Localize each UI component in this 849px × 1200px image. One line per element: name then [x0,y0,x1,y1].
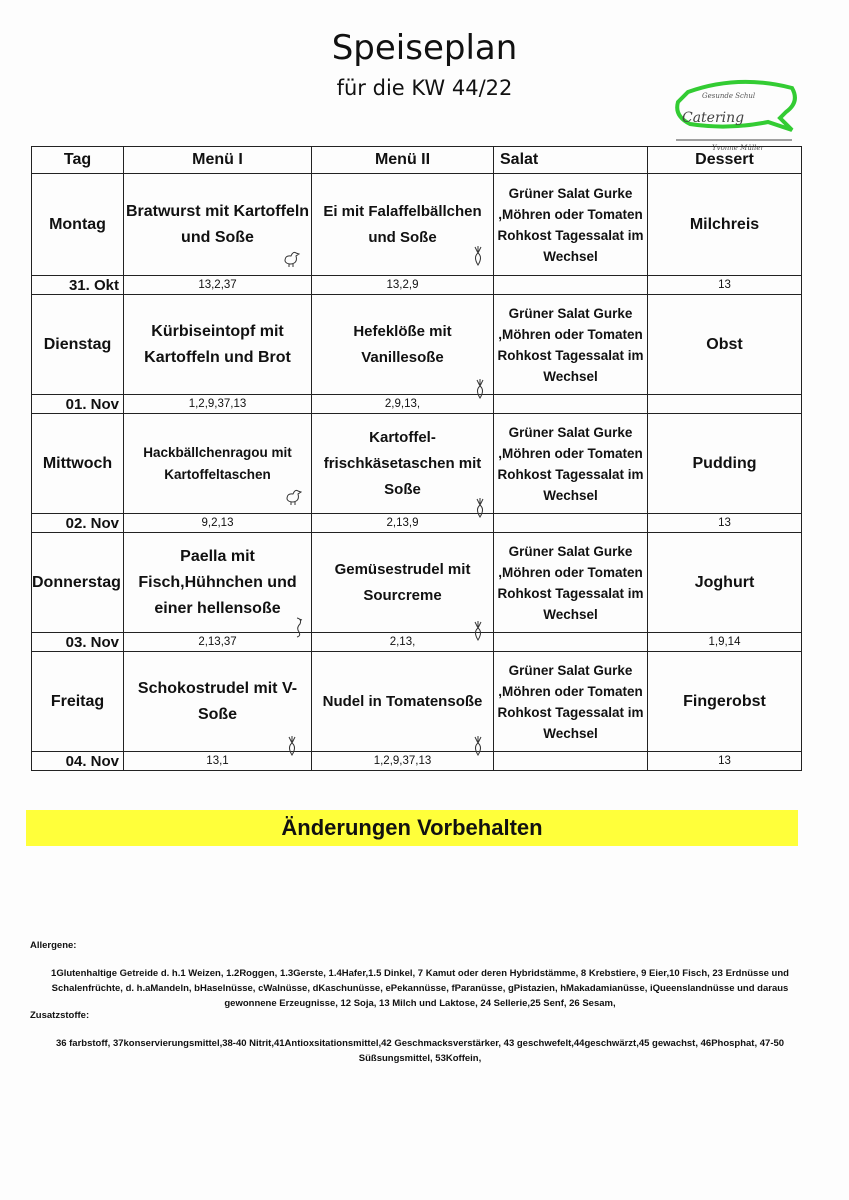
catering-logo [668,78,800,156]
vegetable-icon [469,497,491,519]
zusatz-label: Zusatzstoffe: [30,1010,90,1021]
dessert-cell: Fingerobst [648,652,802,752]
codes-row [32,633,802,652]
table-row [32,652,802,752]
dessert-codes: 1,9,14 [648,633,802,652]
date-cell: 01. Nov [32,395,124,414]
menu2-cell [312,295,494,395]
col-tag: Tag [32,147,124,174]
day-cell: Mittwoch [32,414,124,514]
vegetable-icon [467,620,489,642]
codes-row [32,514,802,533]
menu2-codes: 1,2,9,37,13 [312,752,494,771]
day-cell: Freitag [32,652,124,752]
menu1-codes: 13,1 [124,752,312,771]
table-row [32,174,802,276]
menu1-codes: 9,2,13 [124,514,312,533]
menu1-text: Paella mit Fisch,Hühnchen und einer hellensoße [138,547,297,617]
allergene-text: 1Glutenhaltige Getreide d. h.1 Weizen, 1.2Roggen, 1.3Gerste, 1.4Hafer,1.5 Dinkel, 7 Kamut oder deren Hybridstämme, 8 Krebstiere, 9 Eier,10 Fisch, 23 Erdnüsse und Schalenfrüchte, d. h.aMandeln, bHaselnüsse, cWalnüsse, dKaschunüsse, ePekannüsse, fParanüsse, gPistazien, hMakadamianüsse, iQueenslandnüsse und daraus gewonnene Erzeugnisse, 12 Soja, 13 Milch und Laktose, 24 Sellerie,25 Senf, 26 Sesam, [51,968,789,1009]
col-dessert: Dessert [648,147,802,174]
menu2-text: Kartoffel-frischkäsetaschen mit Soße [323,428,482,498]
day-cell: Dienstag [32,295,124,395]
dessert-codes [648,395,802,414]
menu1-cell [124,174,312,276]
menu1-text: Bratwurst mit Kartoffeln und Soße [125,202,310,246]
salat-cell: Grüner Salat Gurke ,Möhren oder Tomaten Rohkost Tagessalat im Wechsel [494,533,648,633]
menu1-cell [124,652,312,752]
vegetable-icon [281,735,303,757]
menu1-codes: 2,13,37 [124,633,312,652]
menu1-cell [124,533,312,633]
menu1-codes: 1,2,9,37,13 [124,395,312,414]
chicken-icon [283,485,305,507]
menu2-codes: 13,2,9 [312,276,494,295]
salat-codes [494,395,648,414]
day-cell: Donnerstag [32,533,124,633]
logo-text-1: Gesunde Schul [702,92,756,100]
date-cell: 03. Nov [32,633,124,652]
table-row [32,414,802,514]
menu2-codes: 2,13,9 [312,514,494,533]
vegetable-icon [469,378,491,400]
menu2-text: Hefeklöße mit Vanillesoße [353,322,452,366]
codes-row [32,395,802,414]
salat-cell: Grüner Salat Gurke ,Möhren oder Tomaten Rohkost Tagessalat im Wechsel [494,295,648,395]
salat-cell: Grüner Salat Gurke ,Möhren oder Tomaten Rohkost Tagessalat im Wechsel [494,652,648,752]
seahorse-icon [287,616,309,638]
menu2-text: Ei mit Falaffelbällchen und Soße [323,202,482,246]
menu2-text: Nudel in Tomatensoße [322,692,483,710]
menu1-text: Hackbällchenragou mit Kartoffeltaschen [143,444,292,482]
salat-codes [494,752,648,771]
vegetable-icon [467,245,489,267]
logo-text-4: Yvonne Müller [712,144,764,152]
menu2-cell [312,414,494,514]
table-row [32,295,802,395]
zusatz-text: 36 farbstoff, 37konservierungsmittel,38-40 Nitrit,41Antioxsitationsmittel,42 Geschmacksverstärker, 43 geschwefelt,44geschwärzt,45 gewachst, 46Phosphat, 47-50 Süßsungsmittel, 53Koffein, [55,1038,785,1064]
col-menu2: Menü II [312,147,494,174]
codes-row [32,752,802,771]
menu2-cell [312,533,494,633]
col-menu1: Menü I [124,147,312,174]
date-cell: 04. Nov [32,752,124,771]
logo-text-3: Catering [682,110,745,126]
dessert-codes: 13 [648,276,802,295]
dessert-cell: Milchreis [648,174,802,276]
changes-banner: Änderungen Vorbehalten [26,810,798,846]
salat-codes [494,514,648,533]
codes-row [32,276,802,295]
menu1-cell [124,414,312,514]
menu-table [31,146,802,771]
menu1-text: Kürbiseintopf mit Kartoffeln und Brot [144,322,291,366]
table-header [32,147,802,174]
menu2-text: Gemüsestrudel mit Sourcreme [334,560,471,604]
menu1-cell [124,295,312,395]
dessert-cell: Pudding [648,414,802,514]
allergene-label: Allergene: [30,940,77,951]
day-cell: Montag [32,174,124,276]
page-subtitle: für die KW 44/22 [336,76,513,100]
menu2-cell [312,652,494,752]
dessert-codes: 13 [648,752,802,771]
menu2-codes: 2,9,13, [312,395,494,414]
salat-cell: Grüner Salat Gurke ,Möhren oder Tomaten Rohkost Tagessalat im Wechsel [494,174,648,276]
date-cell: 31. Okt [32,276,124,295]
chicken-icon [281,247,303,269]
vegetable-icon [467,735,489,757]
menu2-cell [312,174,494,276]
menu1-codes: 13,2,37 [124,276,312,295]
salat-cell: Grüner Salat Gurke ,Möhren oder Tomaten Rohkost Tagessalat im Wechsel [494,414,648,514]
table-row [32,533,802,633]
menu2-codes: 2,13, [312,633,494,652]
dessert-codes: 13 [648,514,802,533]
salat-codes [494,633,648,652]
page-title: Speiseplan [331,28,518,68]
date-cell: 02. Nov [32,514,124,533]
col-salat: Salat [494,147,648,174]
menu1-text: Schokostrudel mit V-Soße [137,679,298,723]
dessert-cell: Obst [648,295,802,395]
dessert-cell: Joghurt [648,533,802,633]
salat-codes [494,276,648,295]
